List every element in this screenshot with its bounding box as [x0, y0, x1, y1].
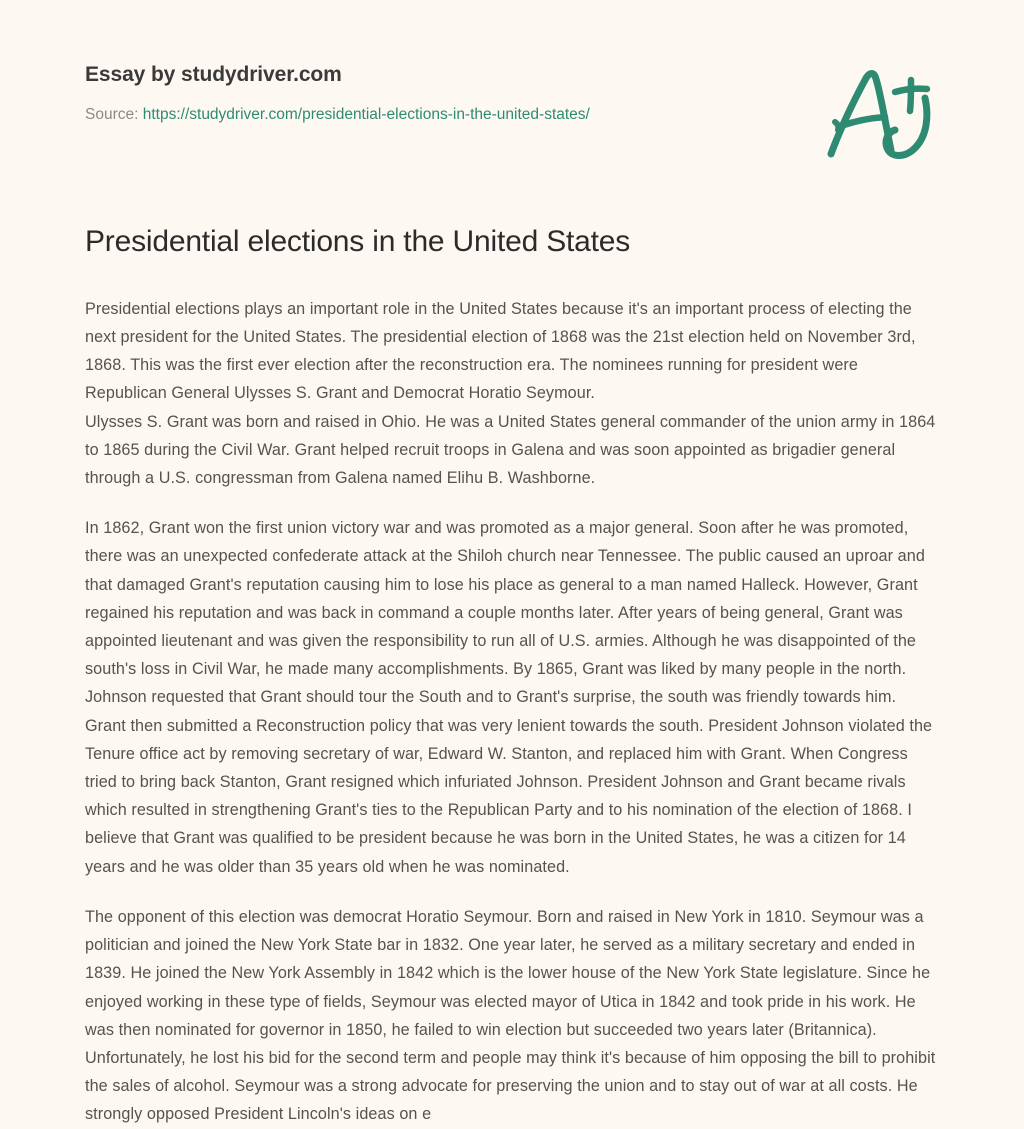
paragraph: In 1862, Grant won the first union victory war and was promoted as a major general. Soon after he was promoted, there was an unexpected confederate attack at the Shiloh church near Tennessee. The public caused an uproar and that damaged Grant's reputation causing him to lose his place as general to a man named Halleck. However, Grant regained his reputation and was back in command a couple months later. After years of being general, Grant was appointed lieutenant and was given the responsibility to run all of U.S. armies. Although he was disappointed of the south's loss in Civil War, he made many accomplishments. By 1865, Grant was liked by many people in the north. Johnson requested that Grant should tour the South and to Grant's surprise, the south was friendly towards him. Grant then submitted a Reconstruction policy that was very lenient towards the south. President Johnson violated the Tenure office act by removing secretary of war, Edward W. Stanton, and replaced him with Grant. When Congress tried to bring back Stanton, Grant resigned which infuriated Johnson. President Johnson and Grant became rivals which resulted in strengthening Grant's ties to the Republican Party and to his nomination of the election of 1868. I believe that Grant was qualified to be president because he was born in the United States, he was a citizen for 14 years and he was older than 35 years old when he was nominated. [85, 519, 933, 876]
page-header [85, 0, 939, 125]
essay-body [85, 261, 939, 1129]
paragraph: The opponent of this election was democrat Horatio Seymour. Born and raised in New York in 1810. Seymour was a politician and joined the New York State bar in 1832. One year later, he served as a military secretary and ended in 1839. He joined the New York Assembly in 1842 which is the lower house of the New York State legislature. Since he enjoyed working in these type of fields, Seymour was elected mayor of Utica in 1842 and took pride in his work. He was then nominated for governor in 1850, he failed to win election but succeeded two years later (Britannica). Unfortunately, he lost his bid for the second term and people may think it's because of him opposing the bill to prohibit the sales of alcohol. Seymour was a strong advocate for preserving the union and to stay out of war at all costs. He strongly opposed President Lincoln's ideas on e [85, 907, 936, 1124]
header-text-block [85, 62, 939, 125]
essay-byline: Essay by studydriver.com [85, 63, 342, 86]
paragraph: Presidential elections plays an important role in the United States because it's an important process of electing the next president for the United States. The presidential election of 1868 was the 21st election held on November 3rd, 1868. This was the first ever election after the reconstruction era. The nominees running for president were Republican General Ulysses S. Grant and Democrat Horatio Seymour. [85, 299, 916, 403]
source-label: Source: [85, 106, 139, 124]
source-url-link[interactable]: https://studydriver.com/presidential-elections-in-the-united-states/ [142, 106, 590, 124]
source-line [85, 105, 939, 125]
page-title: Presidential elections in the United States [85, 225, 631, 259]
paragraph: Ulysses S. Grant was born and raised in Ohio. He was a United States general commander of the union army in 1864 to 1865 during the Civil War. Grant helped recruit troops in Galena and was soon appointed as brigadier general through a U.S. congressman from Galena named Elihu B. Washborne. [85, 412, 936, 488]
